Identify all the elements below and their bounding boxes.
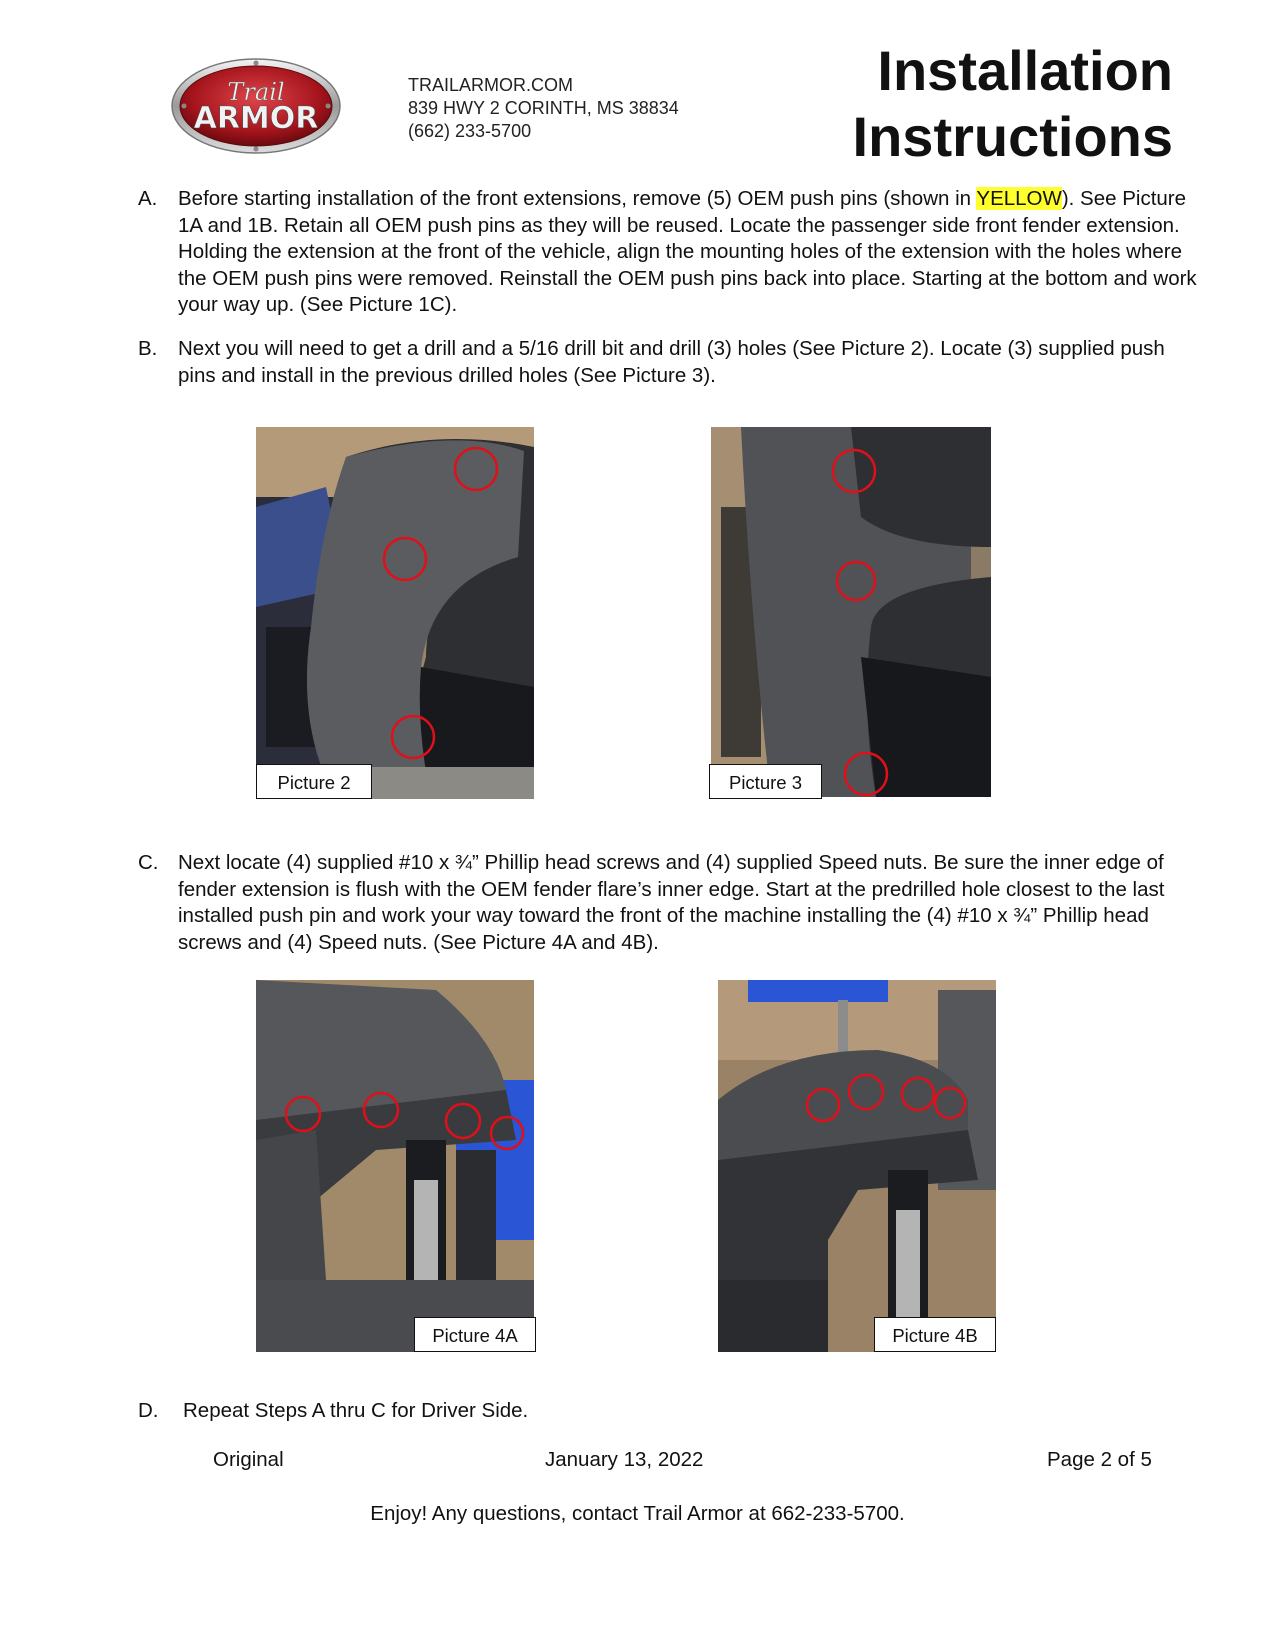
page-title (853, 38, 1173, 170)
company-contact (408, 74, 679, 143)
step-b (138, 336, 1198, 389)
logo-text-armor: ARMOR (193, 101, 319, 136)
footer-page-number: Page 2 of 5 (1047, 1448, 1152, 1471)
picture-3-photo (711, 427, 991, 797)
title-line-1: Installation (877, 39, 1173, 102)
picture-4b-photo (718, 980, 996, 1352)
step-c-text: Next locate (4) supplied #10 x ¾” Phillip head screws and (4) supplied Speed nuts. Be sure the inner edge of fender extension is flush with the OEM fender flare’s inner edge. Start at the predrilled hole closest to the last installed push pin and work your way toward the front of the machine installing the (4) #10 x ¾” Phillip head screws and (4) Speed nuts. (See Picture 4A and 4B). (178, 851, 1165, 954)
address-text: 839 HWY 2 CORINTH, MS 38834 (408, 98, 679, 118)
picture-2-photo (256, 427, 534, 799)
picture-4a-photo (256, 980, 534, 1352)
step-d-letter: D. (138, 1399, 159, 1422)
step-c-letter: C. (138, 851, 159, 874)
picture-3-caption: Picture 3 (709, 764, 822, 799)
yellow-highlight: YELLOW (976, 187, 1062, 210)
picture-4b-caption: Picture 4B (874, 1317, 996, 1352)
picture-4a-caption: Picture 4A (414, 1317, 536, 1352)
website-text: TRAILARMOR.COM (408, 75, 574, 95)
step-a-text (178, 186, 1198, 319)
title-line-2: Instructions (852, 105, 1173, 168)
step-b-text: Next you will need to get a drill and a 5/16 drill bit and drill (3) holes (See Picture 2). Locate (3) supplied push pins and install in the previous drilled holes (See Picture 3). (178, 337, 1165, 387)
logo-text-trail: Trail (227, 78, 285, 106)
step-a-letter: A. (138, 187, 158, 210)
footer-closing: Enjoy! Any questions, contact Trail Armor at 662-233-5700. (370, 1502, 905, 1525)
trail-armor-logo (170, 56, 342, 156)
footer-date: January 13, 2022 (545, 1448, 704, 1471)
picture-2-caption: Picture 2 (256, 764, 372, 799)
step-a-text-before: Before starting installation of the front extensions, remove (5) OEM push pins (shown in (178, 187, 977, 210)
step-d-text: Repeat Steps A thru C for Driver Side. (183, 1399, 529, 1422)
step-d (138, 1398, 1198, 1425)
step-b-letter: B. (138, 337, 158, 360)
step-a-text-after: ). See Picture 1A and 1B. Retain all OEM push pins as they will be reused. Locate the passenger side front fender extension. Holding the extension at the front of the vehicle, align the mounting holes of the extension with the holes where the OEM push pins were removed. Reinstall the OEM push pins back into place. Starting at the bottom and work your way up. (See Picture 1C). (178, 187, 1197, 316)
step-c (138, 850, 1198, 956)
step-a (138, 186, 1198, 319)
footer-version: Original (213, 1448, 284, 1471)
phone-text: (662) 233-5700 (408, 121, 532, 141)
